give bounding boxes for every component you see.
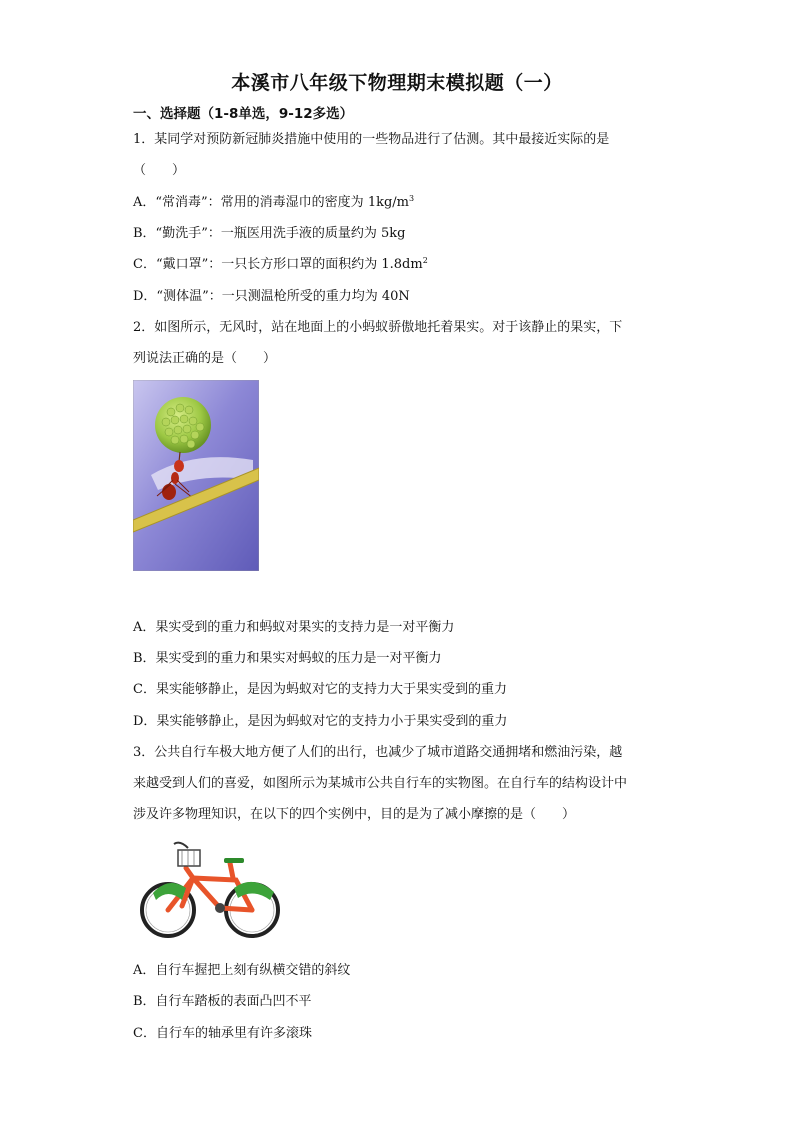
q1-option-b: B．“勤洗手”：一瓶医用洗手液的质量约为 5kg <box>133 226 406 241</box>
q1-option-d: D．“测体温”：一只测温枪所受的重力均为 40N <box>133 289 410 304</box>
q1-option-c: C．“戴口罩”：一只长方形口罩的面积约为 $1.8dm^2$ <box>133 256 428 272</box>
q1-option-a: A．“常消毒”：常用的消毒湿巾的密度为 $1kg/m^3$ <box>133 194 415 210</box>
q2-option-c: C．果实能够静止，是因为蚂蚁对它的支持力大于果实受到的重力 <box>133 682 507 697</box>
q3-option-a: A．自行车握把上刻有纵横交错的斜纹 <box>133 963 351 978</box>
q3-stem-line3: 涉及许多物理知识，在以下的四个实例中，目的是为了减小摩擦的是（ ） <box>133 807 576 822</box>
page-title: 本溪市八年级下物理期末模拟题（一） <box>231 72 563 94</box>
section-heading: 一、选择题（1-8单选，9-12多选） <box>133 106 354 122</box>
q2-option-b: B．果实受到的重力和果实对蚂蚁的压力是一对平衡力 <box>133 651 442 666</box>
q2-stem-line2: 列说法正确的是（ ） <box>133 351 277 366</box>
q3-option-c: C．自行车的轴承里有许多滚珠 <box>133 1026 312 1041</box>
q1-stem-line2: （ ） <box>133 163 186 178</box>
ant-holding-fruit-image <box>133 380 259 571</box>
q3-stem-line1: 3．公共自行车极大地方便了人们的出行，也减少了城市道路交通拥堵和燃油污染，越 <box>133 745 623 760</box>
q2-option-a: A．果实受到的重力和蚂蚁对果实的支持力是一对平衡力 <box>133 620 455 635</box>
q3-stem-line2: 来越受到人们的喜爱，如图所示为某城市公共自行车的实物图。在自行车的结构设计中 <box>133 776 628 791</box>
q1-stem-line1: 1．某同学对预防新冠肺炎措施中使用的一些物品进行了估测。其中最接近实际的是 <box>133 132 610 147</box>
q2-option-d: D．果实能够静止，是因为蚂蚁对它的支持力小于果实受到的重力 <box>133 714 508 729</box>
q2-stem-line1: 2．如图所示，无风时，站在地面上的小蚂蚁骄傲地托着果实。对于该静止的果实，下 <box>133 320 623 335</box>
public-bicycle-image <box>138 838 284 943</box>
q3-option-b: B．自行车踏板的表面凸凹不平 <box>133 994 312 1009</box>
